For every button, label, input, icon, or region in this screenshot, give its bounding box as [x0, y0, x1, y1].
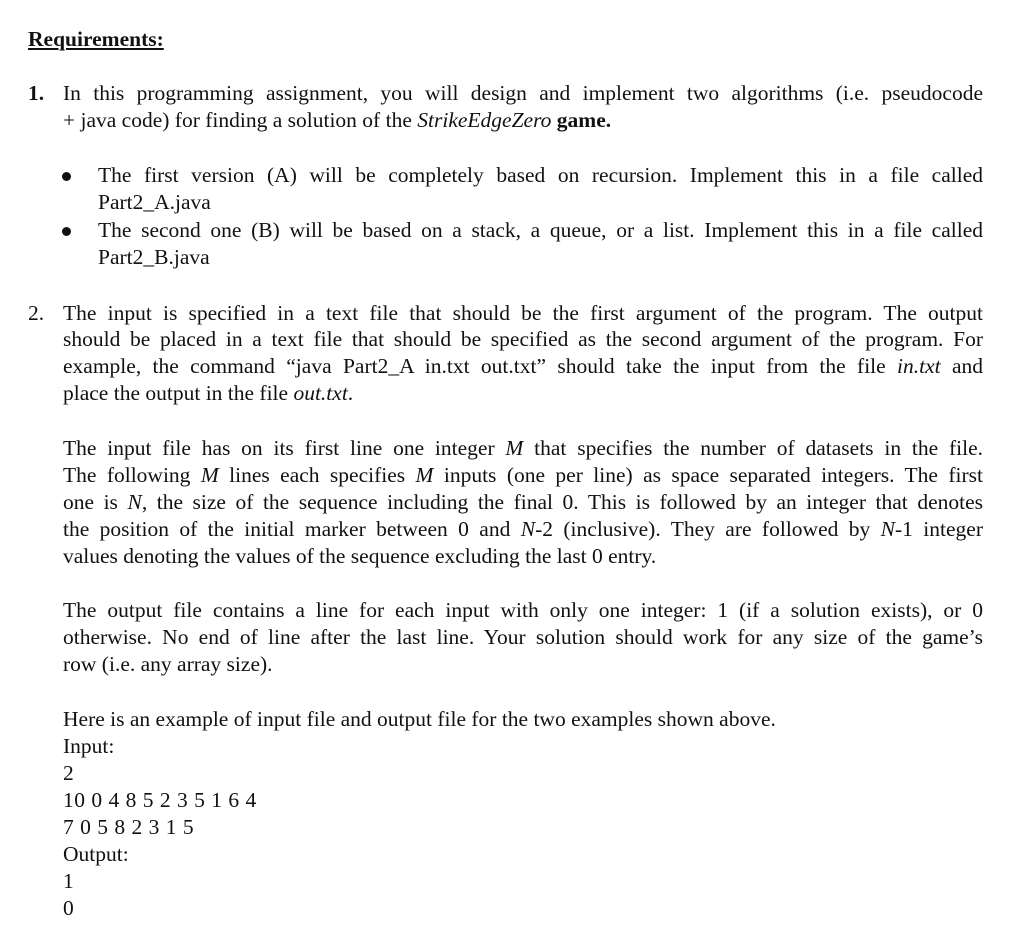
page-heading: Requirements:	[28, 27, 164, 51]
var-n: N	[880, 517, 895, 541]
p2-line-4-post: -2 (inclusive). They are followed by	[535, 517, 881, 541]
example-intro: Here is an example of input file and output file for the two examples shown above.	[63, 707, 776, 731]
input-line-2: 10 0 4 8 5 2 3 5 1 6 4	[63, 788, 257, 812]
item-2-number: 2.	[28, 301, 45, 325]
item-1-line-2-pre: + java code) for finding a solution of the	[63, 108, 418, 132]
bullet-2-line-2: Part2_B.java	[98, 245, 210, 269]
p2-line-3-post: , the size of the sequence including the final 0. This is followed by an integer that denotes	[141, 490, 983, 514]
output-label: Output:	[63, 842, 129, 866]
output-file-name: out.txt	[293, 381, 348, 405]
item-2-p2-line-4	[63, 516, 983, 542]
item-2-p3-line-1: The output file contains a line for each input with only one integer: 1 (if a solution exists), or 0	[63, 598, 983, 622]
p2-line-2-mid: lines each specifies	[218, 463, 416, 487]
p1-line-4-pre: place the output in the file	[63, 381, 294, 405]
var-n: N	[127, 490, 142, 514]
input-line-1: 2	[63, 761, 74, 785]
game-name: StrikeEdgeZero	[417, 108, 552, 132]
var-m: M	[505, 436, 524, 460]
output-line-1: 1	[63, 869, 74, 893]
p2-line-3-pre: one is	[63, 490, 128, 514]
var-m: M	[415, 463, 434, 487]
p1-line-3-post: and	[940, 354, 984, 378]
item-2-p2-line-5: values denoting the values of the sequence excluding the last 0 entry.	[63, 544, 657, 568]
p1-line-3-pre: example, the command “java Part2_A in.txt out.txt” should take the input from the file	[63, 354, 898, 378]
input-file-name: in.txt	[897, 354, 941, 378]
var-n: N	[520, 517, 536, 541]
bullet-1-line-2: Part2_A.java	[98, 190, 211, 214]
p1-line-4-post: .	[347, 381, 354, 405]
item-2-p2-line-2	[63, 462, 983, 488]
item-2-p1-line-4	[63, 380, 353, 406]
item-2-p3-line-2: otherwise. No end of line after the last line. Your solution should work for any size of the game’s	[63, 625, 983, 649]
item-2-p3-line-3: row (i.e. any array size).	[63, 652, 273, 676]
p2-line-2-pre: The following	[63, 463, 201, 487]
input-line-3: 7 0 5 8 2 3 1 5	[63, 815, 195, 839]
p2-line-4-pre: the position of the initial marker between 0 and	[63, 517, 521, 541]
item-2-p1-line-1: The input is specified in a text file that should be the first argument of the program. The output	[63, 301, 983, 325]
item-1-line-2-post: game.	[551, 108, 612, 132]
p2-line-1-post: that specifies the number of datasets in the file.	[523, 436, 983, 460]
bullet-dot-2	[62, 227, 71, 236]
item-1-line-1: In this programming assignment, you will design and implement two algorithms (i.e. pseudocode	[63, 81, 983, 105]
item-1-line-2	[63, 107, 611, 133]
output-line-2: 0	[63, 896, 74, 920]
bullet-dot-1	[62, 172, 71, 181]
var-m: M	[200, 463, 219, 487]
item-2-p2-line-1	[63, 435, 983, 461]
p2-line-4-end: -1 integer	[895, 517, 983, 541]
item-1-number: 1.	[28, 81, 45, 105]
item-2-p1-line-2: should be placed in a text file that should be specified as the second argument of the program. For	[63, 327, 983, 351]
item-2-p2-line-3	[63, 489, 983, 515]
p2-line-1-pre: The input file has on its first line one integer	[63, 436, 506, 460]
bullet-2-line-1: The second one (B) will be based on a stack, a queue, or a list. Implement this in a file called	[98, 218, 983, 242]
p2-line-2-post: inputs (one per line) as space separated integers. The first	[433, 463, 983, 487]
input-label: Input:	[63, 734, 115, 758]
bullet-1-line-1: The first version (A) will be completely based on recursion. Implement this in a file called	[98, 163, 983, 187]
item-2-p1-line-3	[63, 353, 983, 379]
